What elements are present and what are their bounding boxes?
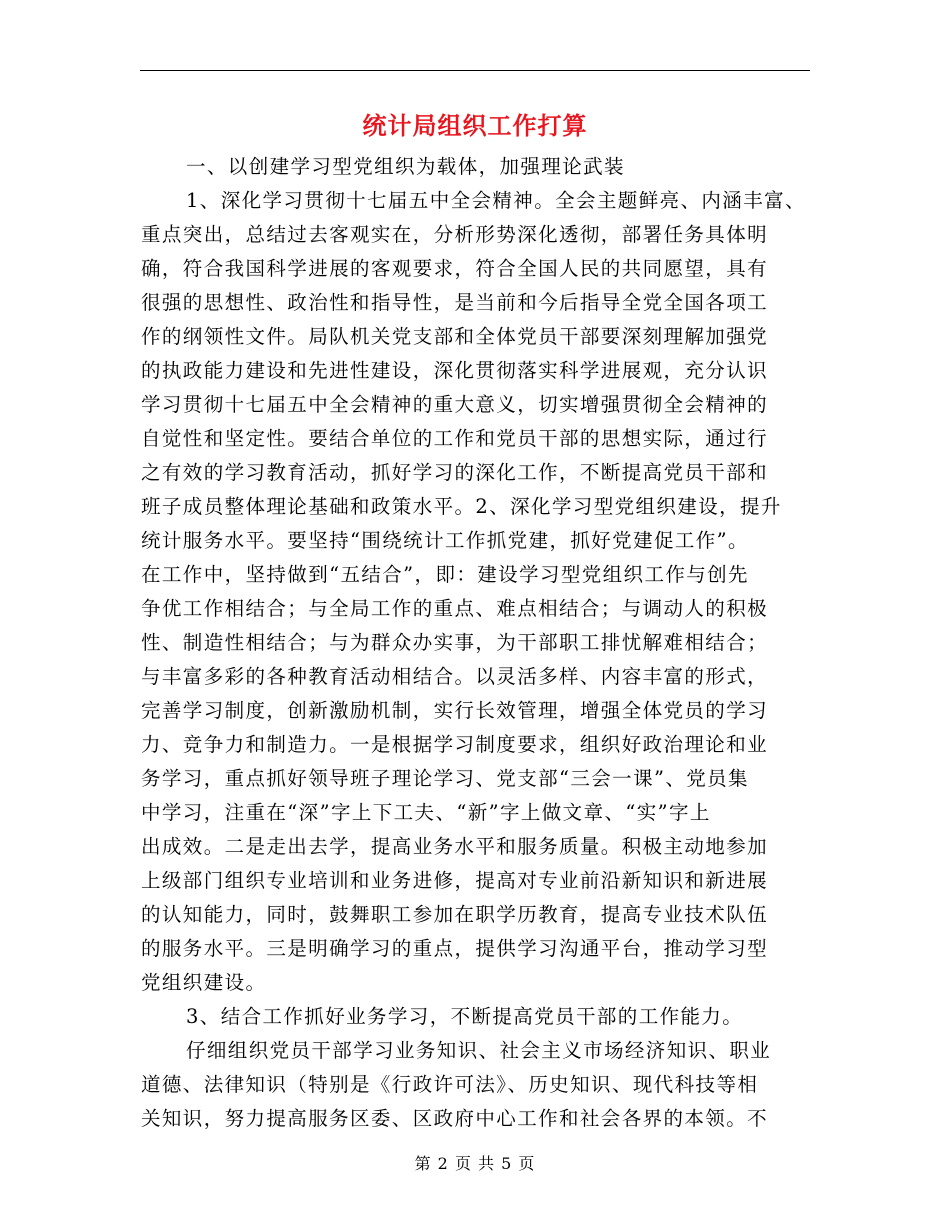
body-line: 道德、法律知识（特别是《行政许可法》、历史知识、现代科技等相 (141, 1073, 759, 1096)
body-line: 在工作中，坚持做到“五结合”，即：建设学习型党组织工作与创先 (141, 563, 749, 586)
body-line: 出成效。二是走出去学，提高业务水平和服务质量。积极主动地参加 (141, 835, 769, 858)
body-line: 之有效的学习教育活动，抓好学习的深化工作，不断提高党员干部和 (141, 461, 769, 484)
body-line: 上级部门组织专业培训和业务进修，提高对专业前沿新知识和新进展 (141, 869, 769, 892)
body-line: 1、深化学习贯彻十七届五中全会精神。全会主题鲜亮、内涵丰富、 (186, 189, 806, 212)
body-line: 作的纲领性文件。局队机关党支部和全体党员干部要深刻理解加强党 (141, 325, 769, 348)
body-line: 完善学习制度，创新激励机制，实行长效管理，增强全体党员的学习 (141, 699, 769, 722)
document-title: 统计局组织工作打算 (362, 111, 588, 140)
body-line: 仔细组织党员干部学习业务知识、社会主义市场经济知识、职业 (186, 1039, 772, 1062)
body-line: 3、结合工作抓好业务学习，不断提高党员干部的工作能力。 (186, 1005, 744, 1028)
body-line: 的认知能力，同时，鼓舞职工参加在职学历教育，提高专业技术队伍 (141, 903, 769, 926)
body-line: 自觉性和坚定性。要结合单位的工作和党员干部的思想实际，通过行 (141, 427, 769, 450)
body-line: 务学习，重点抓好领导班子理论学习、党支部“三会一课”、党员集 (141, 767, 749, 790)
body-line: 力、竞争力和制造力。一是根据学习制度要求，组织好政治理论和业 (141, 733, 769, 756)
body-line: 党组织建设。 (141, 971, 267, 994)
body-line: 学习贯彻十七届五中全会精神的重大意义，切实增强贯彻全会精神的 (141, 393, 769, 416)
body-line: 统计服务水平。要坚持“围绕统计工作抓党建，抓好党建促工作”。 (141, 529, 749, 552)
body-line: 关知识，努力提高服务区委、区政府中心工作和社会各界的本领。不 (141, 1107, 769, 1130)
header-rule (140, 70, 810, 71)
page-number: 第 2 页 共 5 页 (414, 1154, 536, 1173)
body-line: 性、制造性相结合；与为群众办实事，为干部职工排忧解难相结合； (141, 631, 769, 654)
body-line: 确，符合我国科学进展的客观要求，符合全国人民的共同愿望，具有 (141, 257, 769, 280)
body-line: 的执政能力建设和先进性建设，深化贯彻落实科学进展观，充分认识 (141, 359, 769, 382)
body-line: 很强的思想性、政治性和指导性，是当前和今后指导全党全国各项工 (141, 291, 769, 314)
body-line: 与丰富多彩的各种教育活动相结合。以灵活多样、内容丰富的形式， (141, 665, 769, 688)
body-line: 一、以创建学习型党组织为载体，加强理论武装 (186, 155, 625, 178)
body-line: 重点突出，总结过去客观实在，分析形势深化透彻，部署任务具体明 (141, 223, 769, 246)
body-line: 班子成员整体理论基础和政策水平。2、深化学习型党组织建设，提升 (141, 495, 782, 518)
body-line: 的服务水平。三是明确学习的重点，提供学习沟通平台，推动学习型 (141, 937, 769, 960)
body-line: 中学习，注重在“深”字上下工夫、“新”字上做文章、“实”字上 (141, 801, 711, 824)
body-line: 争优工作相结合；与全局工作的重点、难点相结合；与调动人的积极 (141, 597, 769, 620)
